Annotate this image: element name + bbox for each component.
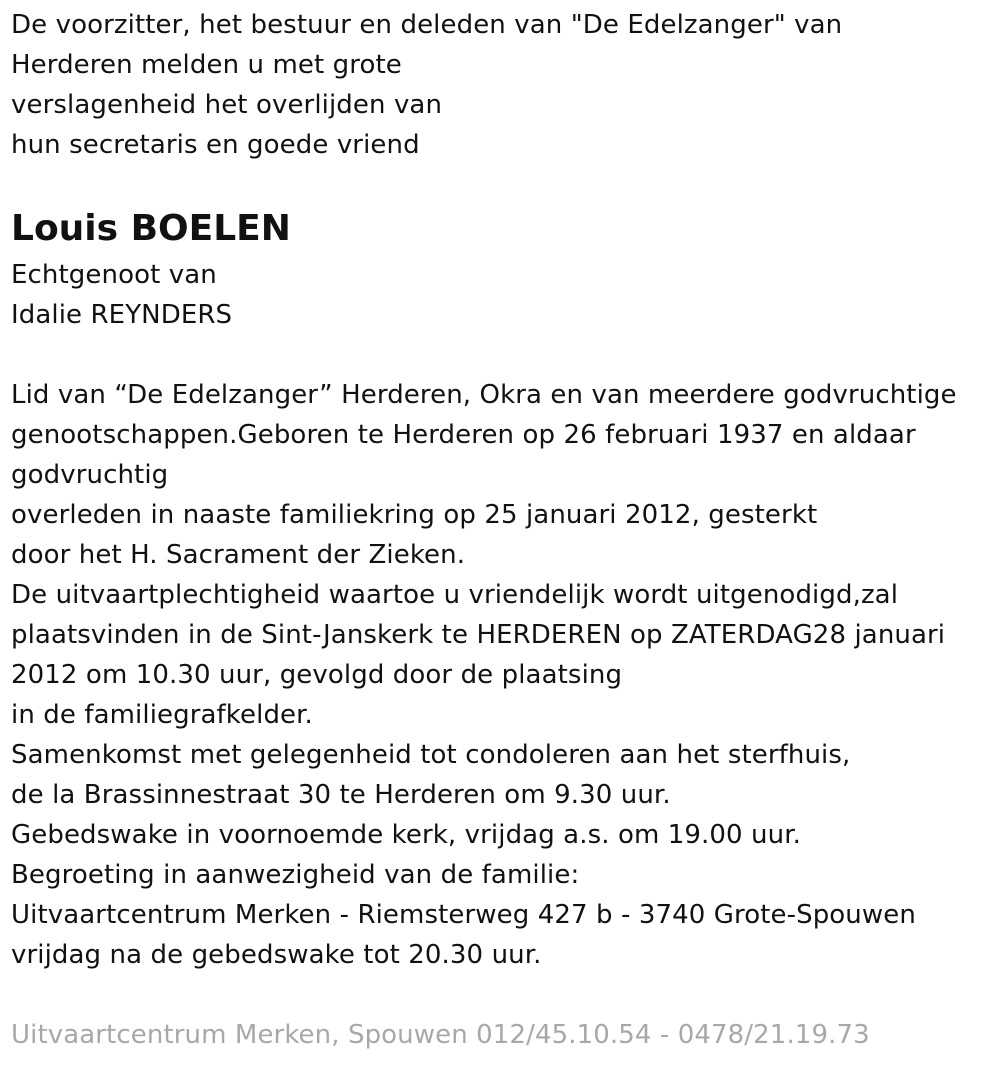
details-line: Begroeting in aanwezigheid van de familie: [11, 860, 580, 890]
obituary-notice [11, 0, 991, 1055]
details-line: De uitvaartplechtigheid waartoe u vriendelijk wordt uitgenodigd,zal [11, 580, 899, 610]
details-line: godvruchtig [11, 460, 169, 490]
details-line: 2012 om 10.30 uur, gevolgd door de plaatsing [11, 660, 623, 690]
intro-line: Herderen melden u met grote [11, 50, 402, 80]
details-line: Uitvaartcentrum Merken - Riemsterweg 427 b - 3740 Grote-Spouwen [11, 900, 916, 930]
details-line: in de familiegrafkelder. [11, 700, 313, 730]
spouse-line: Echtgenoot van [11, 260, 217, 290]
funeral-home-footer: Uitvaartcentrum Merken, Spouwen 012/45.10.54 - 0478/21.19.73 [11, 1020, 870, 1050]
intro-line: hun secretaris en goede vriend [11, 130, 420, 160]
details-line: genootschappen.Geboren te Herderen op 26 februari 1937 en aldaar [11, 420, 916, 450]
deceased-name: Louis BOELEN [11, 208, 291, 249]
details-line: plaatsvinden in de Sint-Janskerk te HERDEREN op ZATERDAG28 januari [11, 620, 946, 650]
intro-line: De voorzitter, het bestuur en deleden van "De Edelzanger" van [11, 10, 843, 40]
details-line: overleden in naaste familiekring op 25 januari 2012, gesterkt [11, 500, 818, 530]
details-line: door het H. Sacrament der Zieken. [11, 540, 466, 570]
details-line: Lid van “De Edelzanger” Herderen, Okra en van meerdere godvruchtige [11, 380, 957, 410]
details-line: Samenkomst met gelegenheid tot condoleren aan het sterfhuis, [11, 740, 851, 770]
details-line: de la Brassinnestraat 30 te Herderen om 9.30 uur. [11, 780, 671, 810]
details-line: Gebedswake in voornoemde kerk, vrijdag a.s. om 19.00 uur. [11, 820, 801, 850]
intro-line: verslagenheid het overlijden van [11, 90, 443, 120]
details-line: vrijdag na de gebedswake tot 20.30 uur. [11, 940, 542, 970]
details-paragraph [11, 375, 991, 975]
spouse-info [11, 255, 991, 335]
spouse-line: Idalie REYNDERS [11, 300, 233, 330]
intro-paragraph [11, 5, 991, 165]
